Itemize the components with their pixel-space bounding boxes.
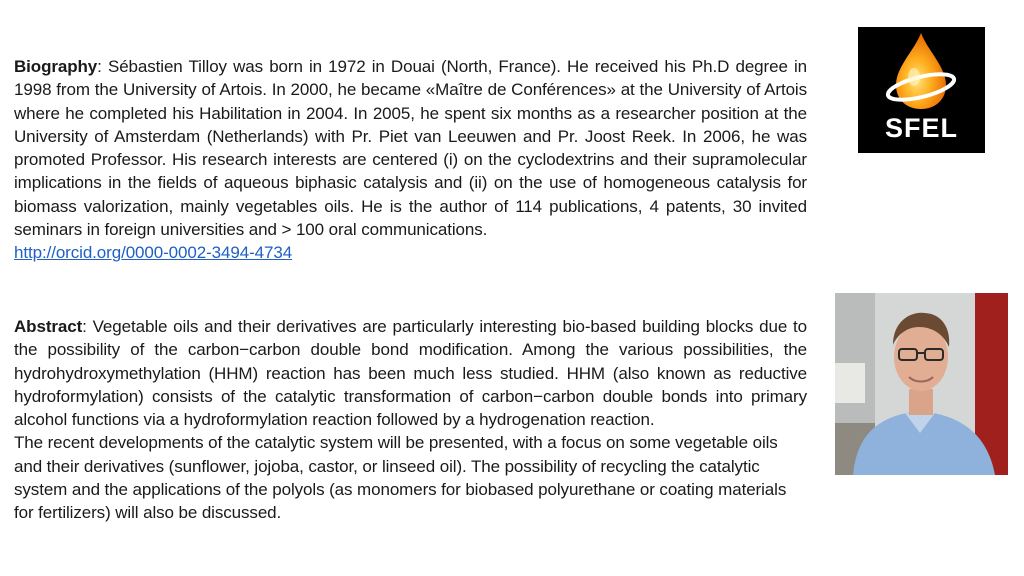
portrait-image: [835, 293, 1008, 475]
abstract-paragraph-2: The recent developments of the catalytic system will be presented, with a focus on some vegetable oils and their derivatives (sunflower, jojoba, castor, or linseed oil). The possibility of recycling the catalytic system and the applications of the polyols (as monomers for biobased polyurethane or coating materials for fertilizers) will also be discussed.: [14, 433, 787, 523]
portrait-photo: [835, 293, 1008, 475]
abstract-paragraph-1: [14, 315, 807, 431]
abstract-section: [14, 315, 807, 525]
abstract-label: Abstract: [14, 317, 83, 336]
abstract-text-1: : Vegetable oils and their derivatives are particularly interesting bio-based building blocks due to the possibility of the carbon−carbon double bond modification. Among the various possibilities, the hydrohydroxymethylation (HHM) reaction has been much less studied. HHM (also known as reductive hydroformylation) consists of the catalytic transformation of carbon−carbon double bonds into primary alcohol functions via a hydroformylation reaction followed by a hydrogenation reaction.: [14, 317, 807, 430]
logo-text: SFEL: [884, 113, 958, 143]
biography-section: [14, 55, 807, 265]
sfel-logo: [858, 27, 985, 153]
orcid-link[interactable]: http://orcid.org/0000-0002-3494-4734: [14, 243, 293, 263]
biography-text: : Sébastien Tilloy was born in 1972 in Douai (North, France). He received his Ph.D degree in 1998 from the University of Artois. In 2000, he became «Maître de Conférences» at the University of Artois where he completed his Habilitation in 2004. In 2005, he spent six months as a researcher position at the University of Amsterdam (Netherlands) with Pr. Piet van Leeuwen and Pr. Joost Reek. In 2006, he was promoted Professor. His research interests are centered (i) on the cyclodextrins and their supramolecular implications in the fields of aqueous biphasic catalysis and (ii) on the use of homogeneous catalysis for biomass valorization, mainly vegetables oils. He is the author of 114 publications, 4 patents, 30 invited seminars in foreign universities and > 100 oral communications.: [14, 57, 807, 240]
biography-paragraph: [14, 55, 807, 265]
biography-label: Biography: [14, 57, 98, 76]
